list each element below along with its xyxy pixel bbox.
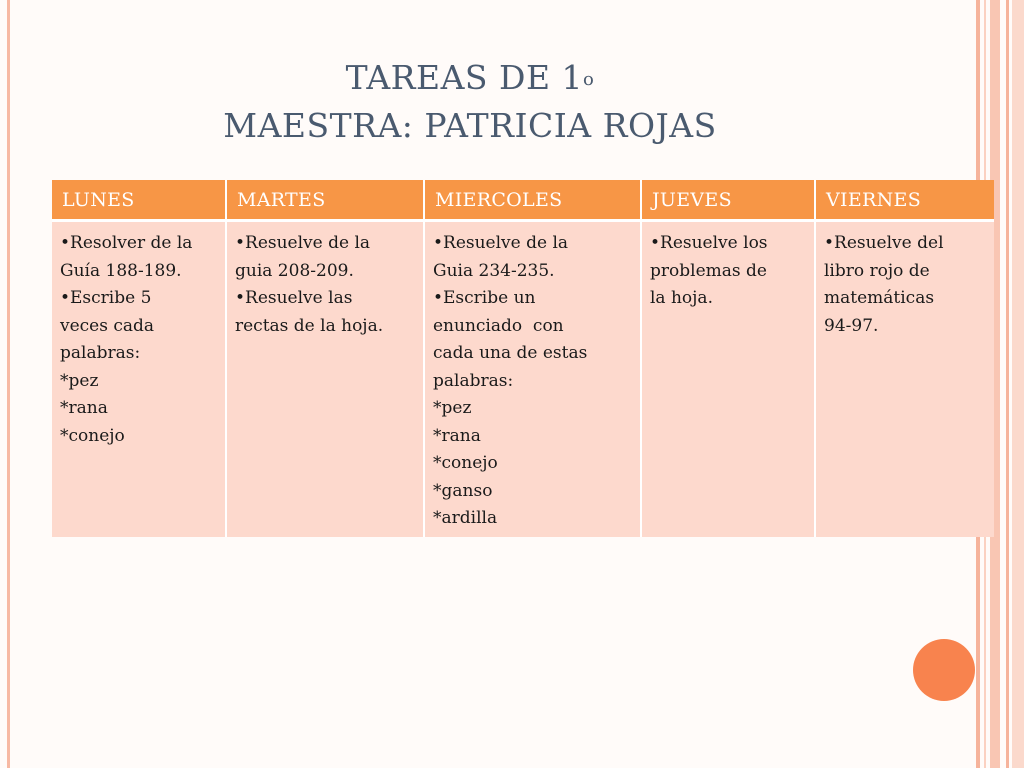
- table-header-row: [52, 180, 994, 221]
- title-line-1-text: TAREAS DE 1: [345, 58, 584, 97]
- cell-line: rectas de la hoja.: [235, 315, 384, 336]
- cell-line: •Resuelve los: [650, 233, 768, 253]
- cell-line: palabras:: [60, 343, 141, 363]
- cell-line: *conejo: [433, 453, 498, 473]
- header-jueves: JUEVES: [641, 180, 815, 221]
- cell-line: *conejo: [60, 425, 125, 446]
- cell-line: *ganso: [433, 480, 493, 501]
- cell-line: •Resuelve de la: [235, 233, 371, 253]
- cell-line: Guia 234-235.: [433, 260, 555, 281]
- right-stripe-decoration: [1012, 0, 1024, 768]
- cell-line: •Escribe un: [433, 288, 536, 308]
- cell-line: •Resuelve del: [824, 233, 944, 253]
- cell-line: 94-97.: [824, 315, 879, 336]
- cell-line: enunciado con: [433, 315, 564, 336]
- cell-line: *pez: [60, 370, 99, 391]
- cell-miercoles: [424, 221, 641, 537]
- right-stripe-decoration: [1006, 0, 1009, 768]
- cell-line: Guía 188-189.: [60, 260, 182, 281]
- cell-line: *ardilla: [433, 508, 498, 528]
- title-line-1: [0, 54, 940, 102]
- header-miercoles: MIERCOLES: [424, 180, 641, 221]
- cell-line: cada una de estas: [433, 343, 588, 363]
- cell-line: *pez: [433, 398, 472, 418]
- cell-line: •Resolver de la: [60, 233, 193, 253]
- slide-title: [0, 54, 940, 150]
- title-superscript: o: [583, 69, 595, 90]
- cell-line: •Escribe 5: [60, 288, 152, 308]
- title-line-2: MAESTRA: PATRICIA ROJAS: [223, 106, 717, 145]
- cell-line: palabras:: [433, 370, 514, 391]
- cell-martes: [226, 221, 424, 537]
- cell-viernes: [815, 221, 994, 537]
- cell-line: libro rojo de: [824, 260, 930, 281]
- cell-line: veces cada: [60, 315, 155, 336]
- table-row: [52, 221, 994, 537]
- cell-line: la hoja.: [650, 288, 713, 308]
- cell-line: *rana: [433, 425, 481, 446]
- header-viernes: VIERNES: [815, 180, 994, 221]
- homework-table: [52, 180, 994, 537]
- header-martes: MARTES: [226, 180, 424, 221]
- cell-lunes: [52, 221, 226, 537]
- cell-line: matemáticas: [824, 288, 935, 308]
- cell-line: problemas de: [650, 260, 767, 281]
- decorative-circle: [913, 639, 975, 701]
- cell-line: •Resuelve de la: [433, 233, 569, 253]
- cell-line: guia 208-209.: [235, 260, 354, 281]
- cell-line: *rana: [60, 398, 108, 418]
- header-lunes: LUNES: [52, 180, 226, 221]
- cell-jueves: [641, 221, 815, 537]
- cell-line: •Resuelve las: [235, 288, 353, 308]
